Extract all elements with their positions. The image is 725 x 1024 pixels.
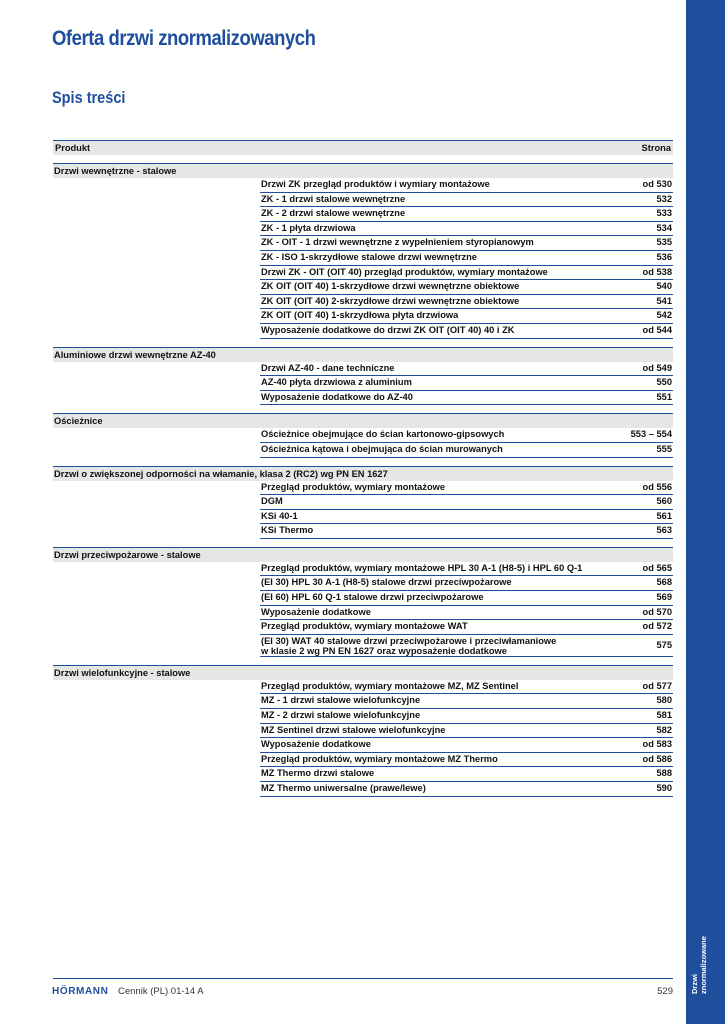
toc-row xyxy=(260,266,673,281)
toc-row-page: od 556 xyxy=(642,481,672,492)
toc-section-title: Drzwi o zwiększonej odporności na włamanie, klasa 2 (RC2) wg PN EN 1627 xyxy=(53,466,673,481)
toc-row-label xyxy=(260,207,592,221)
toc-row-label xyxy=(260,193,592,207)
toc-row-page: od 565 xyxy=(642,562,672,573)
toc-row-label-line: ZK OIT (OIT 40) 1-skrzydłowe drzwi wewnętrzne obiektowe xyxy=(261,281,520,292)
toc-row-page: od 530 xyxy=(642,179,672,189)
toc-row xyxy=(260,591,673,606)
toc-row-label xyxy=(260,178,592,192)
toc-row-page: od 583 xyxy=(642,739,672,750)
side-tab xyxy=(686,0,725,1024)
toc-row xyxy=(260,620,673,635)
toc-row-label xyxy=(260,524,592,538)
toc-row-label-line: KSi 40-1 xyxy=(261,510,298,521)
side-tab-line-1: Drzwi xyxy=(690,973,699,994)
toc-row-label xyxy=(260,694,592,708)
toc-row-page: 588 xyxy=(656,768,672,779)
toc-row xyxy=(260,280,673,295)
toc-row xyxy=(260,738,673,753)
toc-row-page: od 538 xyxy=(642,266,672,277)
page-subtitle: Spis treści xyxy=(52,89,126,107)
toc-row-page: 568 xyxy=(656,577,672,588)
toc-row xyxy=(260,324,673,339)
toc-row xyxy=(260,251,673,266)
toc-row-label-line: Ościeżnice obejmujące do ścian kartonowo-gipsowych xyxy=(261,429,505,440)
toc-row-page: 536 xyxy=(656,251,672,262)
toc-row xyxy=(260,680,673,695)
toc-row-label-line: Drzwi AZ-40 - dane techniczne xyxy=(261,362,395,373)
toc-row-page: 550 xyxy=(656,377,672,388)
toc-section xyxy=(53,163,673,339)
toc-row-label-line: Wyposażenie dodatkowe do AZ-40 xyxy=(261,391,413,402)
toc-row xyxy=(260,635,673,657)
toc-row-label xyxy=(260,576,592,590)
toc-row xyxy=(260,694,673,709)
page-title: Oferta drzwi znormalizowanych xyxy=(52,27,316,50)
toc-row-label xyxy=(260,266,592,280)
toc-row xyxy=(260,443,673,458)
toc-row-page: 555 xyxy=(656,443,672,454)
toc-row xyxy=(260,562,673,577)
toc-row xyxy=(260,222,673,237)
toc-row-label xyxy=(260,635,592,656)
table-of-contents xyxy=(53,140,673,797)
toc-row-label-line: ZK - OIT - 1 drzwi wewnętrzne z wypełnieniem styropianowym xyxy=(261,237,534,248)
toc-row-label xyxy=(260,680,592,694)
toc-row-page: od 544 xyxy=(642,324,672,335)
toc-row-label-line: MZ Sentinel drzwi stalowe wielofunkcyjne xyxy=(261,724,446,735)
toc-row xyxy=(260,510,673,525)
toc-section-title: Drzwi wewnętrzne - stalowe xyxy=(53,163,673,178)
toc-row-label xyxy=(260,562,592,576)
toc-row-page: 580 xyxy=(656,695,672,706)
toc-header xyxy=(53,140,673,155)
toc-row xyxy=(260,782,673,797)
toc-row-page: 534 xyxy=(656,222,672,233)
toc-row xyxy=(260,724,673,739)
toc-sections xyxy=(53,163,673,797)
toc-row-label xyxy=(260,236,592,250)
toc-section-title: Drzwi wielofunkcyjne - stalowe xyxy=(53,665,673,680)
toc-row-page: 535 xyxy=(656,237,672,248)
toc-row-label-line: ZK - 2 drzwi stalowe wewnętrzne xyxy=(261,208,406,219)
toc-row-page: 540 xyxy=(656,281,672,292)
toc-row-label xyxy=(260,724,592,738)
brand-logo: HÖRMANN xyxy=(52,986,109,997)
toc-row-label xyxy=(260,443,592,457)
toc-row-label xyxy=(260,280,592,294)
toc-row xyxy=(260,295,673,310)
toc-row-label xyxy=(260,709,592,723)
toc-section-title: Ościeżnice xyxy=(53,413,673,428)
toc-section-title: Aluminiowe drzwi wewnętrzne AZ-40 xyxy=(53,347,673,362)
toc-row xyxy=(260,362,673,377)
toc-row-label-line: ZK OIT (OIT 40) 1-skrzydłowa płyta drzwiowa xyxy=(261,310,459,321)
toc-row xyxy=(260,753,673,768)
toc-row-page: od 572 xyxy=(642,621,672,632)
toc-row-label-line: Przegląd produktów, wymiary montażowe xyxy=(261,481,446,492)
toc-row xyxy=(260,309,673,324)
toc-row-page: 553 – 554 xyxy=(630,429,672,440)
toc-row-label-line: Drzwi ZK - OIT (OIT 40) przegląd produktów, wymiary montażowe xyxy=(261,266,548,277)
toc-row-page: 542 xyxy=(656,310,672,321)
toc-row-label-line: Wyposażenie dodatkowe xyxy=(261,739,371,750)
toc-row xyxy=(260,767,673,782)
toc-section-title: Drzwi przeciwpożarowe - stalowe xyxy=(53,547,673,562)
toc-row-label-line: Przegląd produktów, wymiary montażowe WAT xyxy=(261,621,468,632)
footer-note: Cennik (PL) 01-14 A xyxy=(118,986,204,997)
toc-row-page: 563 xyxy=(656,525,672,536)
toc-row-label-line: (EI 60) HPL 60 Q-1 stalowe drzwi przeciwpożarowe xyxy=(261,592,484,603)
toc-row-label-line: Przegląd produktów, wymiary montażowe MZ Thermo xyxy=(261,753,498,764)
toc-section xyxy=(53,413,673,457)
toc-row-label xyxy=(260,295,592,309)
toc-section xyxy=(53,665,673,797)
toc-row-page: od 577 xyxy=(642,680,672,691)
toc-row-label xyxy=(260,362,592,376)
toc-row-page: 551 xyxy=(656,391,672,402)
toc-row-page: 569 xyxy=(656,592,672,603)
toc-section xyxy=(53,347,673,406)
toc-row xyxy=(260,391,673,406)
toc-row xyxy=(260,495,673,510)
toc-row-label-line: ZK - ISO 1-skrzydłowe stalowe drzwi wewnętrzne xyxy=(261,251,477,262)
toc-row-page: 532 xyxy=(656,193,672,204)
toc-row-label xyxy=(260,620,592,634)
toc-row-page: od 586 xyxy=(642,753,672,764)
toc-row-label-line: MZ Thermo drzwi stalowe xyxy=(261,768,375,779)
toc-row-label xyxy=(260,324,592,338)
toc-row xyxy=(260,524,673,539)
toc-row xyxy=(260,178,673,193)
toc-row-label-line: (EI 30) HPL 30 A-1 (H8-5) stalowe drzwi przeciwpożarowe xyxy=(261,577,512,588)
toc-row-label xyxy=(260,391,592,405)
toc-row xyxy=(260,428,673,443)
toc-row-page: 561 xyxy=(656,510,672,521)
toc-row xyxy=(260,576,673,591)
toc-row-label-line: Wyposażenie dodatkowe xyxy=(261,606,371,617)
side-tab-line-2: znormalizowane xyxy=(699,936,708,994)
side-tab-label xyxy=(690,904,708,994)
toc-row-page: 590 xyxy=(656,783,672,793)
toc-row xyxy=(260,606,673,621)
toc-row xyxy=(260,376,673,391)
toc-row-label xyxy=(260,753,592,767)
toc-row xyxy=(260,709,673,724)
toc-row-label-line: Przegląd produktów, wymiary montażowe HPL 30 A-1 (H8-5) i HPL 60 Q-1 xyxy=(261,562,583,573)
toc-row-label-line: ZK - 1 drzwi stalowe wewnętrzne xyxy=(261,193,406,204)
toc-section xyxy=(53,466,673,539)
toc-row-page: 581 xyxy=(656,710,672,721)
toc-row-label xyxy=(260,767,592,781)
toc-row-label-line: Wyposażenie dodatkowe do drzwi ZK OIT (OIT 40) 40 i ZK xyxy=(261,324,515,335)
toc-row xyxy=(260,193,673,208)
toc-row-label-line: Ościeżnica kątowa i obejmująca do ścian murowanych xyxy=(261,443,503,454)
toc-row xyxy=(260,207,673,222)
toc-row-label-line: MZ - 1 drzwi stalowe wielofunkcyjne xyxy=(261,695,421,706)
toc-row-label xyxy=(260,606,592,620)
toc-row-label-line: Drzwi ZK przegląd produktów i wymiary montażowe xyxy=(261,179,490,189)
toc-row xyxy=(260,481,673,496)
toc-row-page: 582 xyxy=(656,724,672,735)
toc-row-page: od 570 xyxy=(642,606,672,617)
toc-row-label-line: DGM xyxy=(261,496,283,507)
toc-row-label xyxy=(260,222,592,236)
toc-header-product: Produkt xyxy=(55,143,91,153)
toc-row-label-line: w klasie 2 wg PN EN 1627 oraz wyposażenie dodatkowe xyxy=(261,645,507,656)
toc-row-label xyxy=(260,782,592,796)
toc-row-label xyxy=(260,309,592,323)
toc-row-label-line: (EI 30) WAT 40 stalowe drzwi przeciwpożarowe i przeciwłamaniowe xyxy=(261,635,557,646)
toc-header-page: Strona xyxy=(641,143,671,153)
toc-row-page: 575 xyxy=(656,639,672,650)
toc-row-page: 533 xyxy=(656,208,672,219)
toc-row-label xyxy=(260,591,592,605)
toc-row-label xyxy=(260,738,592,752)
toc-row-label xyxy=(260,251,592,265)
toc-row-label xyxy=(260,376,592,390)
toc-row-page: 541 xyxy=(656,295,672,306)
toc-row-page: od 549 xyxy=(642,362,672,373)
footer-divider xyxy=(53,978,673,979)
toc-row-label-line: AZ-40 płyta drzwiowa z aluminium xyxy=(261,377,412,388)
toc-row xyxy=(260,236,673,251)
toc-row-label xyxy=(260,481,592,495)
toc-row-label xyxy=(260,428,592,442)
toc-row-label xyxy=(260,495,592,509)
toc-section xyxy=(53,547,673,657)
page-number: 529 xyxy=(657,986,673,997)
toc-row-label-line: ZK OIT (OIT 40) 2-skrzydłowe drzwi wewnętrzne obiektowe xyxy=(261,295,520,306)
toc-row-label xyxy=(260,510,592,524)
toc-row-label-line: ZK - 1 płyta drzwiowa xyxy=(261,222,356,233)
toc-row-label-line: MZ - 2 drzwi stalowe wielofunkcyjne xyxy=(261,710,421,721)
toc-row-label-line: MZ Thermo uniwersalne (prawe/lewe) xyxy=(261,783,426,793)
toc-row-page: 560 xyxy=(656,496,672,507)
toc-row-label-line: KSi Thermo xyxy=(261,525,314,536)
toc-row-label-line: Przegląd produktów, wymiary montażowe MZ, MZ Sentinel xyxy=(261,680,519,691)
